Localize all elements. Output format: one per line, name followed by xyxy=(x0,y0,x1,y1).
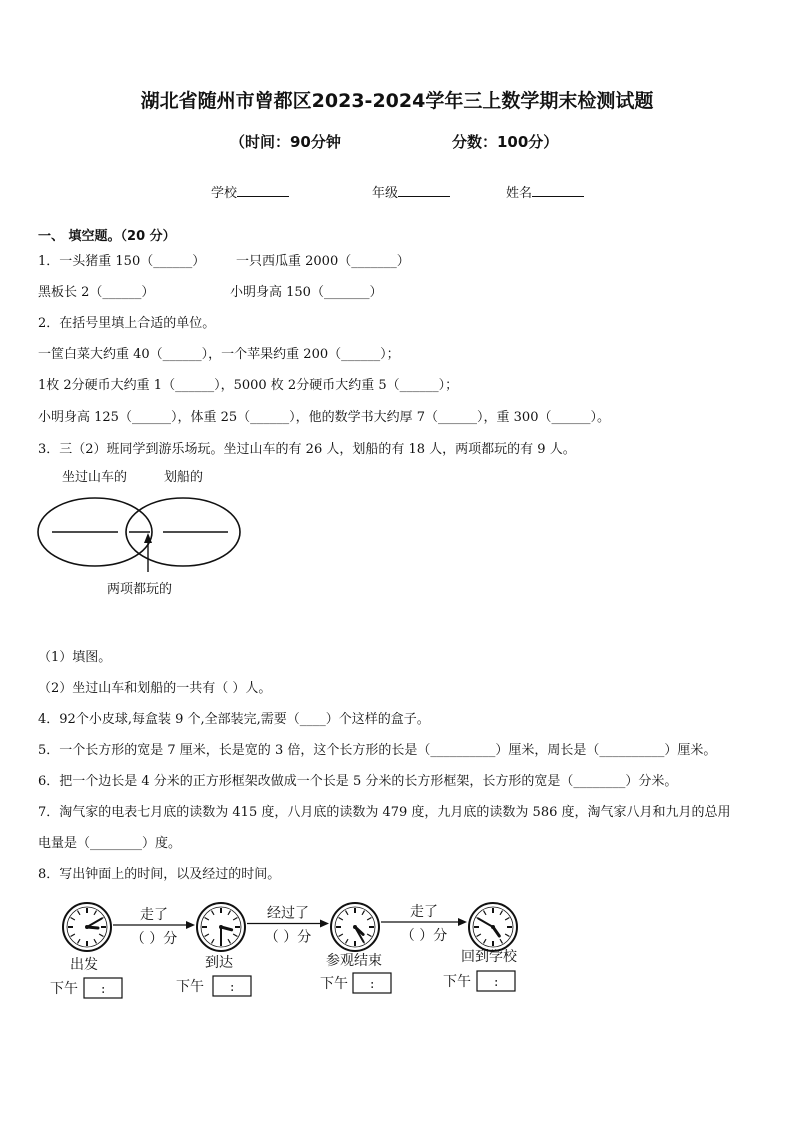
arrow-head-icon xyxy=(186,921,195,929)
clock-sequence xyxy=(0,885,794,1010)
venn-diagram xyxy=(30,462,260,602)
question-2c: 小明身高 125（______），体重 25（______），他的数学书大约厚 7（______），重 300（______）。 xyxy=(38,410,610,425)
question-2: 2．在括号里填上合适的单位。 xyxy=(38,316,216,331)
question-2a: 一筐白菜大约重 40（______），一个苹果约重 200（______）； xyxy=(38,347,400,362)
pm-label: 下午 xyxy=(443,974,471,990)
time-separator: : xyxy=(101,982,106,997)
pm-label: 下午 xyxy=(176,979,204,995)
question-1b: 一只西瓜重 2000（_______） xyxy=(236,254,410,269)
grade-blank xyxy=(398,184,450,197)
clock-center-dot xyxy=(491,925,495,929)
question-7a: 7．淘气家的电表七月底的读数为 415 度，八月底的读数为 479 度，九月底的读数为 586 度，淘气家八月和九月的总用 xyxy=(38,805,731,820)
arrow-label: 走了 xyxy=(140,907,168,923)
pm-label: 下午 xyxy=(50,981,78,997)
question-2b: 1枚 2分硬币大约重 1（______），5000 枚 2分硬币大约重 5（______）； xyxy=(38,378,459,393)
name-label: 姓名 xyxy=(506,186,533,201)
school-label: 学校 xyxy=(211,186,238,201)
name-blank xyxy=(532,184,584,197)
school-blank xyxy=(237,184,289,197)
arrow-head-icon xyxy=(320,920,329,928)
grade-field xyxy=(372,182,450,201)
time-info: （时间：90分钟 xyxy=(230,133,341,151)
clock-label: 出发 xyxy=(70,957,98,973)
time-separator: : xyxy=(494,975,499,990)
question-3: 3．三（2）班同学到游乐场玩。坐过山车的有 26 人，划船的有 18 人，两项都玩的有 9 人。 xyxy=(38,442,576,457)
pm-label: 下午 xyxy=(320,976,348,992)
score-info: 分数：100分） xyxy=(452,133,559,151)
elapsed-blank: （ ）分 xyxy=(400,928,448,944)
question-5: 5．一个长方形的宽是 7 厘米，长是宽的 3 倍，这个长方形的长是（__________）厘米，周长是（__________）厘米。 xyxy=(38,743,717,758)
clock-label: 到达 xyxy=(205,955,233,971)
section-heading: 一、 填空题。（20 分） xyxy=(38,229,176,244)
page-title: 湖北省随州市曾都区2023-2024学年三上数学期末检测试题 xyxy=(140,90,654,112)
time-separator: : xyxy=(370,977,375,992)
venn-left-label: 坐过山车的 xyxy=(62,470,128,485)
question-1c: 黑板长 2（______） xyxy=(38,285,155,300)
question-8: 8．写出钟面上的时间，以及经过的时间。 xyxy=(38,867,281,882)
question-3-1: （1）填图。 xyxy=(38,650,112,665)
clock-center-dot xyxy=(353,925,357,929)
time-separator: : xyxy=(230,980,235,995)
name-field xyxy=(506,182,584,201)
question-1a: 1．一头猪重 150（______） xyxy=(38,254,206,269)
question-6: 6．把一个边长是 4 分米的正方形框架改做成一个长是 5 分米的长方形框架，长方形的宽是（________）分米。 xyxy=(38,774,678,789)
elapsed-blank: （ ）分 xyxy=(130,931,178,947)
school-field xyxy=(211,182,289,201)
venn-right-label: 划船的 xyxy=(164,470,204,485)
clock-center-dot xyxy=(85,925,89,929)
question-3-2: （2）坐过山车和划船的一共有（ ）人。 xyxy=(38,681,272,696)
question-1d: 小明身高 150（_______） xyxy=(230,285,383,300)
clock-label: 回到学校 xyxy=(461,949,517,965)
arrow-label: 经过了 xyxy=(267,905,309,922)
venn-both-label: 两项都玩的 xyxy=(107,582,173,597)
clock-center-dot xyxy=(219,925,223,929)
elapsed-blank: （ ）分 xyxy=(264,929,312,946)
grade-label: 年级 xyxy=(372,186,399,201)
arrow-head-icon xyxy=(458,918,467,926)
question-7b: 电量是（________）度。 xyxy=(38,836,182,851)
question-4: 4．92个小皮球,每盒装 9 个,全部装完,需要（____）个这样的盒子。 xyxy=(38,712,430,727)
arrow-label: 走了 xyxy=(410,904,438,920)
clock-label: 参观结束 xyxy=(326,953,382,969)
